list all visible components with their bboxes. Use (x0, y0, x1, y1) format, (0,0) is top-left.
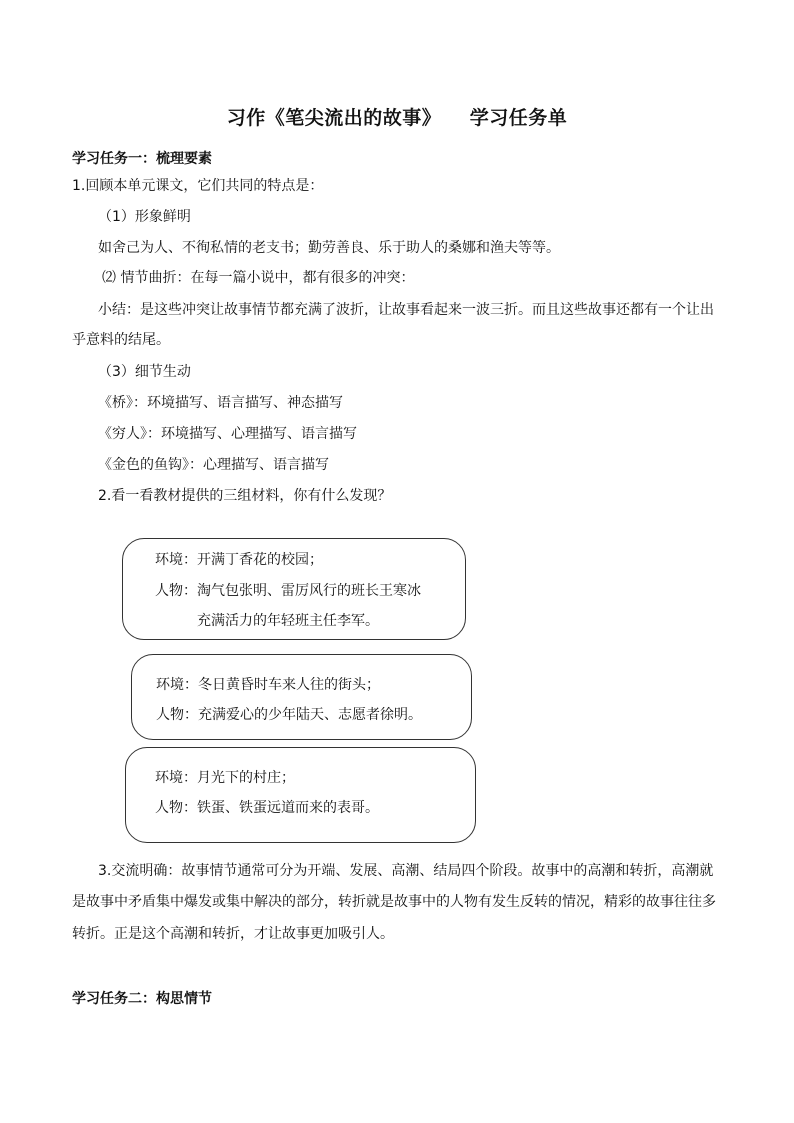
page-title: 习作《笔尖流出的故事》 学习任务单 (226, 107, 568, 129)
detail-line-2: 《穷人》：环境描写、心理描写、语言描写 (98, 426, 357, 442)
subheading-1-text: 如舍己为人、不徇私情的老支书；勤劳善良、乐于助人的桑娜和渔夫等等。 (98, 240, 560, 256)
box-1-people-cont: 充满活力的年轻班主任李军。 (197, 613, 379, 629)
summary-line-2: 乎意料的结尾。 (72, 332, 170, 348)
summary-line-1: 小结：是这些冲突让故事情节都充满了波折，让故事看起来一波三折。而且这些故事还都有一个让出 (98, 302, 714, 318)
paragraph-1: 1.回顾本单元课文，它们共同的特点是： (72, 178, 324, 194)
paragraph-2: 2.看一看教材提供的三组材料，你有什么发现？ (98, 488, 392, 504)
material-box-1 (122, 538, 466, 640)
box-1-people: 人物：淘气包张明、雷厉风行的班长王寒冰 (155, 583, 421, 599)
box-1-environment: 环境：开满丁香花的校园； (155, 552, 323, 568)
detail-line-3: 《金色的鱼钩》：心理描写、语言描写 (98, 457, 329, 473)
paragraph-3-line-2: 是故事中矛盾集中爆发或集中解决的部分，转折就是故事中的人物有发生反转的情况，精彩的故事往往多 (72, 894, 716, 910)
subheading-3: （3）细节生动 (98, 364, 191, 380)
box-3-environment: 环境：月光下的村庄； (155, 770, 295, 786)
detail-line-1: 《桥》：环境描写、语言描写、神态描写 (98, 395, 343, 411)
paragraph-3-line-3: 转折。正是这个高潮和转折，才让故事更加吸引人。 (72, 926, 394, 942)
material-box-3 (125, 747, 476, 843)
box-3-people: 人物：铁蛋、铁蛋远道而来的表哥。 (155, 800, 379, 816)
task1-heading: 学习任务一：梳理要素 (72, 151, 212, 167)
box-2-people: 人物：充满爱心的少年陆天、志愿者徐明。 (156, 707, 422, 723)
box-2-environment: 环境：冬日黄昏时车来人往的街头； (156, 677, 380, 693)
material-box-2 (131, 654, 472, 740)
subheading-2: ⑵ 情节曲折：在每一篇小说中，都有很多的冲突： (102, 270, 415, 286)
paragraph-3-line-1: 3.交流明确：故事情节通常可分为开端、发展、高潮、结局四个阶段。故事中的高潮和转折，高潮就 (98, 863, 714, 879)
task2-heading: 学习任务二：构思情节 (72, 991, 212, 1007)
subheading-1: （1）形象鲜明 (98, 209, 191, 225)
